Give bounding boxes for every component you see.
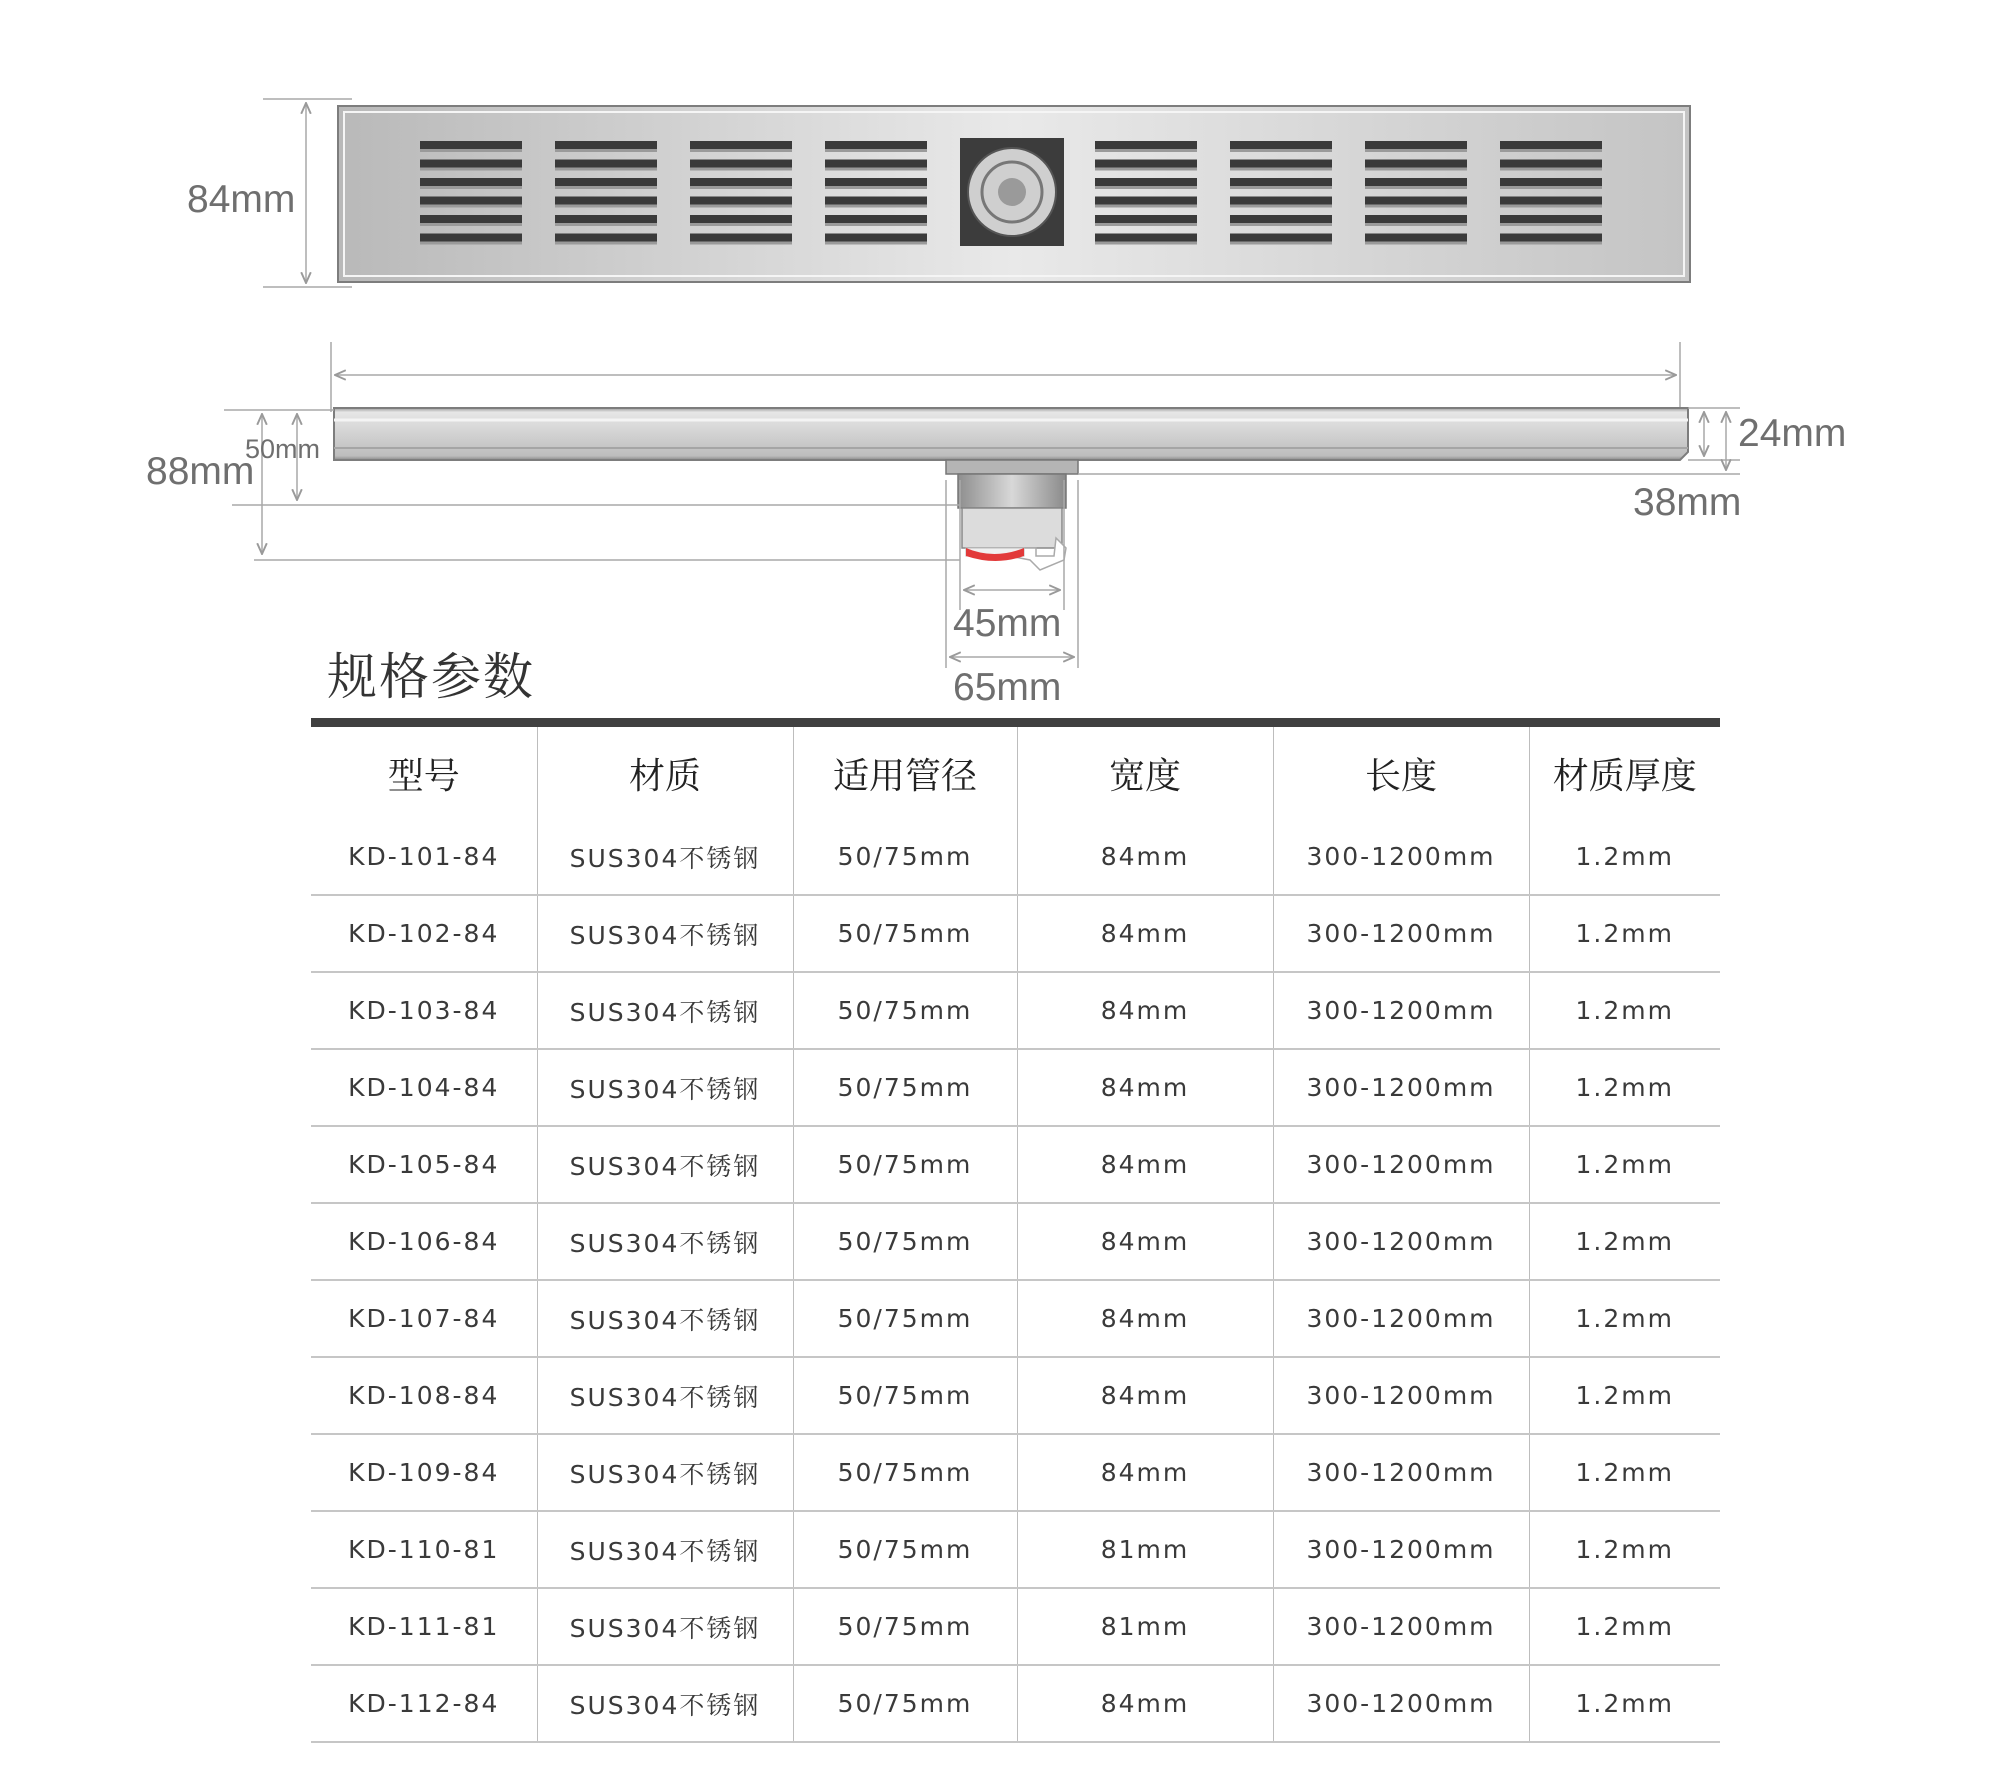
cell-model: KD-101-84 [311,819,537,895]
spec-title: 规格参数 [327,648,535,706]
cell-model: KD-102-84 [311,895,537,972]
cell-thickness: 1.2mm [1529,1049,1720,1126]
cell-length: 300-1200mm [1273,1280,1529,1357]
cell-thickness: 1.2mm [1529,1203,1720,1280]
cell-thickness: 1.2mm [1529,895,1720,972]
dimension-label-side-height: 38mm [1633,481,1742,524]
cell-thickness: 1.2mm [1529,1588,1720,1665]
grate-slot-shadow [690,205,792,208]
grate-slot-shadow [1095,242,1197,245]
cell-thickness: 1.2mm [1529,1357,1720,1434]
grate-slot-shadow [690,242,792,245]
cell-model: KD-108-84 [311,1357,537,1434]
cell-pipe-diameter: 50/75mm [793,1434,1017,1511]
cell-material: SUS304不锈钢 [537,1511,793,1588]
cell-pipe-diameter: 50/75mm [793,1357,1017,1434]
cell-width: 84mm [1017,1434,1273,1511]
cell-width: 84mm [1017,972,1273,1049]
cell-pipe-diameter: 50/75mm [793,1203,1017,1280]
grate-slot-shadow [1230,205,1332,208]
cell-material: SUS304不锈钢 [537,895,793,972]
cell-width: 84mm [1017,1665,1273,1742]
cell-length: 300-1200mm [1273,1357,1529,1434]
cell-thickness: 1.2mm [1529,819,1720,895]
grate-slot-shadow [825,186,927,189]
grate-slot-shadow [1500,205,1602,208]
grate-slot-shadow [690,223,792,226]
cell-length: 300-1200mm [1273,895,1529,972]
cell-material: SUS304不锈钢 [537,1665,793,1742]
cell-material: SUS304不锈钢 [537,1203,793,1280]
cell-length: 300-1200mm [1273,1126,1529,1203]
grate-slot-shadow [1365,205,1467,208]
cell-model: KD-106-84 [311,1203,537,1280]
grate-slot-shadow [1230,168,1332,171]
grate-slot-shadow [1095,223,1197,226]
dimension-label-outlet-inner: 45mm [953,602,1062,645]
header-pipe-diameter: 适用管径 [793,727,1017,819]
grate-slot-shadow [1365,242,1467,245]
cell-width: 81mm [1017,1511,1273,1588]
dimension-label-edge-height: 24mm [1738,412,1847,455]
spec-header-row [311,727,1720,819]
table-row [311,819,1720,895]
header-material: 材质 [537,727,793,819]
grate-slot-shadow [1095,186,1197,189]
cell-model: KD-109-84 [311,1434,537,1511]
dimension-label-total-height: 88mm [146,450,255,493]
grate-slot-shadow [1365,149,1467,152]
grate-slot-shadow [420,223,522,226]
table-row [311,1665,1720,1742]
grate-slot-shadow [555,168,657,171]
cell-thickness: 1.2mm [1529,1280,1720,1357]
cell-model: KD-112-84 [311,1665,537,1742]
grate-slot-shadow [825,205,927,208]
table-row [311,1511,1720,1588]
grate-slot-shadow [1500,223,1602,226]
dimension-label-outlet-outer: 65mm [953,666,1062,709]
grate-slot-shadow [1500,242,1602,245]
grate-slot-shadow [555,242,657,245]
cell-width: 84mm [1017,1126,1273,1203]
cell-pipe-diameter: 50/75mm [793,1665,1017,1742]
cell-length: 300-1200mm [1273,1665,1529,1742]
table-row [311,972,1720,1049]
table-row [311,1280,1720,1357]
cell-pipe-diameter: 50/75mm [793,1126,1017,1203]
grate-slot-shadow [825,242,927,245]
cell-material: SUS304不锈钢 [537,1588,793,1665]
grate-slot-shadow [555,205,657,208]
cell-length: 300-1200mm [1273,819,1529,895]
grate-slot-shadow [1365,168,1467,171]
cell-material: SUS304不锈钢 [537,1049,793,1126]
table-row [311,1434,1720,1511]
table-row [311,1588,1720,1665]
grate-slot-shadow [1230,242,1332,245]
cell-material: SUS304不锈钢 [537,819,793,895]
cell-model: KD-110-81 [311,1511,537,1588]
cell-length: 300-1200mm [1273,1511,1529,1588]
cell-width: 81mm [1017,1588,1273,1665]
cell-pipe-diameter: 50/75mm [793,819,1017,895]
cell-model: KD-107-84 [311,1280,537,1357]
cell-material: SUS304不锈钢 [537,972,793,1049]
cell-width: 84mm [1017,895,1273,972]
grate-slot-shadow [555,149,657,152]
grate-slot-shadow [555,223,657,226]
grate-slot-shadow [690,149,792,152]
cell-length: 300-1200mm [1273,1049,1529,1126]
grate-slot-shadow [825,223,927,226]
grate-slot-shadow [555,186,657,189]
top-view-grate [338,106,1690,282]
cell-material: SUS304不锈钢 [537,1434,793,1511]
cell-width: 84mm [1017,819,1273,895]
grate-slot-shadow [1500,186,1602,189]
cell-material: SUS304不锈钢 [537,1126,793,1203]
grate-slot-shadow [420,186,522,189]
cell-model: KD-111-81 [311,1588,537,1665]
grate-slot-shadow [1365,186,1467,189]
grate-slot-shadow [1095,168,1197,171]
cell-model: KD-104-84 [311,1049,537,1126]
cell-thickness: 1.2mm [1529,1126,1720,1203]
spec-table [311,727,1720,1743]
grate-slot-shadow [1095,205,1197,208]
cell-model: KD-103-84 [311,972,537,1049]
cell-length: 300-1200mm [1273,972,1529,1049]
table-row [311,1203,1720,1280]
cell-width: 84mm [1017,1280,1273,1357]
table-row [311,1357,1720,1434]
grate-slot-shadow [1500,168,1602,171]
cell-width: 84mm [1017,1357,1273,1434]
cell-width: 84mm [1017,1203,1273,1280]
cell-pipe-diameter: 50/75mm [793,972,1017,1049]
cell-thickness: 1.2mm [1529,1665,1720,1742]
grate-slot-shadow [1230,223,1332,226]
cell-pipe-diameter: 50/75mm [793,1049,1017,1126]
grate-slot-shadow [420,168,522,171]
table-row [311,1049,1720,1126]
grate-slot-shadow [420,242,522,245]
cell-length: 300-1200mm [1273,1203,1529,1280]
cell-pipe-diameter: 50/75mm [793,1511,1017,1588]
header-width: 宽度 [1017,727,1273,819]
grate-slot-shadow [420,149,522,152]
cell-material: SUS304不锈钢 [537,1357,793,1434]
grate-slot-shadow [1230,149,1332,152]
grate-slot-shadow [825,149,927,152]
cell-pipe-diameter: 50/75mm [793,1588,1017,1665]
cell-thickness: 1.2mm [1529,972,1720,1049]
grate-slot-shadow [690,168,792,171]
cell-thickness: 1.2mm [1529,1511,1720,1588]
cell-pipe-diameter: 50/75mm [793,1280,1017,1357]
cell-pipe-diameter: 50/75mm [793,895,1017,972]
grate-slot-shadow [1365,223,1467,226]
grate-slot-shadow [825,168,927,171]
header-thickness: 材质厚度 [1529,727,1720,819]
table-row [311,1126,1720,1203]
cell-thickness: 1.2mm [1529,1434,1720,1511]
spec-title-rule [311,718,1720,727]
grate-slot-shadow [1500,149,1602,152]
grate-slot-shadow [420,205,522,208]
header-length: 长度 [1273,727,1529,819]
dimension-label-width: 84mm [187,178,296,221]
cell-material: SUS304不锈钢 [537,1280,793,1357]
drain-core-icon [960,138,1064,246]
grate-slot-shadow [1095,149,1197,152]
table-row [311,895,1720,972]
cell-length: 300-1200mm [1273,1588,1529,1665]
header-model: 型号 [387,755,460,797]
grate-slot-shadow [690,186,792,189]
cell-width: 84mm [1017,1049,1273,1126]
cell-model: KD-105-84 [311,1126,537,1203]
grate-slot-shadow [1230,186,1332,189]
dimension-label-body-height: 50mm [245,434,321,464]
cell-length: 300-1200mm [1273,1434,1529,1511]
